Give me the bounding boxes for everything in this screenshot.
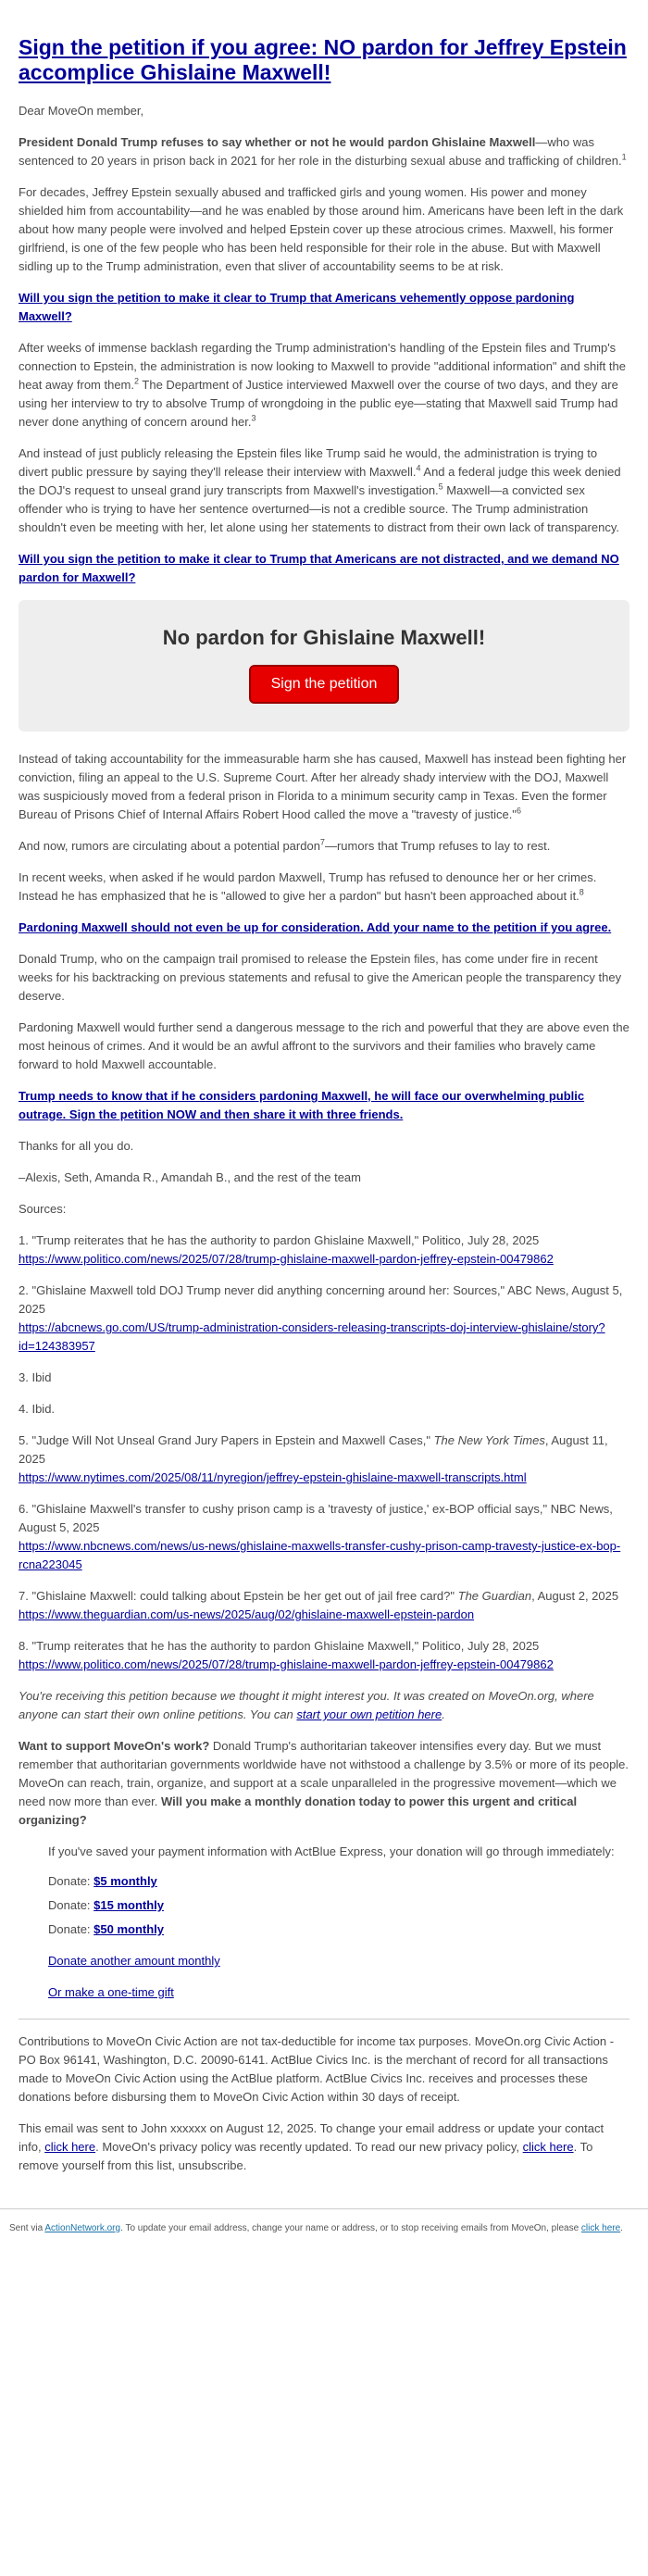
- donate-options: [48, 1872, 629, 1939]
- source-url-link[interactable]: https://www.politico.com/news/2025/07/28/trump-ghislaine-maxwell-pardon-jeffrey-epstein-00479862: [19, 1657, 554, 1671]
- intro-paragraph: President Donald Trump refuses to say whether or not he would pardon Ghislaine Maxwell—who was sentenced to 20 years in prison back in 2021 for her role in the disturbing sexual abuse and trafficking of children.$^1$: [19, 135, 627, 168]
- petition-ask-2: [19, 550, 629, 587]
- petition-link-4[interactable]: Trump needs to know that if he considers pardoning Maxwell, he will face our overwhelming public outrage. Sign the petition NOW and then share it with three friends.: [19, 1089, 585, 1121]
- actionnetwork-link[interactable]: ActionNetwork.org: [44, 2223, 121, 2233]
- petition-link-1[interactable]: Will you sign the petition to make it clear to Trump that Americans vehemently oppose pardoning Maxwell?: [19, 291, 575, 323]
- refusal-paragraph: In recent weeks, when asked if he would pardon Maxwell, Trump has refused to denounce her or her crimes. Instead he has emphasized that he is "allowed to give her a pardon" but hasn't been approached about it.$^8$: [19, 870, 597, 903]
- petition-link-2[interactable]: Will you sign the petition to make it clear to Trump that Americans are not distracted, and we demand NO pardon for Maxwell?: [19, 552, 619, 584]
- footnote-ref: 2: [134, 376, 140, 386]
- donation-block: [19, 1843, 629, 2002]
- footnote-ref: 8: [579, 887, 584, 897]
- donate-option: Donate: $5 monthly: [48, 1874, 157, 1888]
- sources-list: [19, 1232, 629, 1674]
- actblue-note: If you've saved your payment information with ActBlue Express, your donation will go through immediately:: [48, 1844, 615, 1858]
- source-item: 5. "Judge Will Not Unseal Grand Jury Papers in Epstein and Maxwell Cases," The New York Times, August 11, 2025 https://www.nytimes.com/2025/08/11/nyregion/jeffrey-epstein-ghislaine-maxwell-transcripts.html: [19, 1432, 629, 1487]
- divider: [19, 2019, 629, 2020]
- source-item: 1. "Trump reiterates that he has the authority to pardon Ghislaine Maxwell," Politico, July 28, 2025 https://www.politico.com/news/2025/07/28/trump-ghislaine-maxwell-pardon-jeffrey-epstein-00479862: [19, 1232, 629, 1269]
- petition-cta-box: [19, 600, 629, 732]
- update-contact-link[interactable]: click here: [44, 2140, 96, 2154]
- signoff-line: –Alexis, Seth, Amanda R., Amandah B., and the rest of the team: [19, 1170, 361, 1184]
- source-item: 8. "Trump reiterates that he has the authority to pardon Ghislaine Maxwell," Politico, July 28, 2025 https://www.politico.com/news/2025/07/28/trump-ghislaine-maxwell-pardon-jeffrey-epstein-00479862: [19, 1637, 629, 1674]
- source-url-link[interactable]: https://www.nbcnews.com/news/us-news/ghislaine-maxwells-transfer-cushy-prison-camp-travesty-justice-ex-bop-rcna223045: [19, 1539, 621, 1571]
- petition-ask-1: [19, 289, 629, 326]
- appeal-paragraph: Instead of taking accountability for the immeasurable harm she has caused, Maxwell has instead been fighting her conviction, filing an appeal to the U.S. Supreme Court. After her already shady interview with the DOJ, Maxwell was suspiciously moved from a federal prison in Florida to a minimum security camp in Texas. Even the former Bureau of Prisons Chief of Internal Affairs Robert Hood called the move a "travesty of justice."$^6$: [19, 752, 627, 821]
- footnote-ref: 7: [319, 837, 325, 847]
- danger-paragraph: Pardoning Maxwell would further send a dangerous message to the rich and powerful that they are above even the most heinous of crimes. And it would be an awful affront to the survivors and their families who bravely came forward to hold Maxwell accountable.: [19, 1020, 629, 1071]
- donate-amount-link[interactable]: $50 monthly: [93, 1922, 165, 1936]
- unsubscribe-link[interactable]: click here: [580, 2223, 621, 2233]
- footnote-ref: 3: [251, 413, 256, 423]
- petition-link-3[interactable]: Pardoning Maxwell should not even be up for consideration. Add your name to the petition if you agree.: [19, 920, 612, 934]
- footnote-ref: 6: [516, 806, 521, 816]
- donate-other-link[interactable]: Donate another amount monthly: [48, 1954, 220, 1968]
- files-paragraph: And instead of just publicly releasing the Epstein files like Trump said he would, the administration is trying to divert public pressure by saying they'll release their interview with Maxwell.$^4$ And a federal judge this week denied the DOJ's request to unseal grand jury transcripts from Maxwell's investigation.$^5$ Maxwell—a convicted sex offender who is trying to have her sentence overturned—is not a credible source. The Trump administration shouldn't even be meeting with her, let alone using her statements to distract from their own lack of transparency.: [19, 446, 621, 534]
- sources-label: Sources:: [19, 1202, 67, 1216]
- source-item: 6. "Ghislaine Maxwell's transfer to cushy prison camp is a 'travesty of justice,' ex-BOP official says," NBC News, August 5, 2025 https://www.nbcnews.com/news/us-news/ghislaine-maxwells-transfer-cushy-prison-camp-travesty-justice-ex-bop-rcna223045: [19, 1500, 629, 1574]
- petition-ask-4: [19, 1087, 629, 1124]
- donate-amount-link[interactable]: $15 monthly: [93, 1898, 165, 1912]
- source-url-link[interactable]: https://www.nytimes.com/2025/08/11/nyregion/jeffrey-epstein-ghislaine-maxwell-transcripts.html: [19, 1470, 527, 1484]
- source-item: 3. Ibid: [19, 1370, 52, 1384]
- headline-link[interactable]: Sign the petition if you agree: NO pardon for Jeffrey Epstein accomplice Ghislaine Maxwell!: [19, 35, 627, 84]
- background-paragraph: For decades, Jeffrey Epstein sexually abused and trafficked girls and young women. His power and money shielded him from accountability—and he was enabled by those around him. Americans have been left in the dark about how many people were involved and helped Epstein cover up these atrocious crimes. Maxwell, his former girlfriend, is one of the few people who has been held responsible for their role in the abuse. But with Maxwell sidling up to the Trump administration, even that sliver of accountability seems to be at risk.: [19, 185, 624, 273]
- rumors-paragraph: And now, rumors are circulating about a potential pardon$^7$—rumors that Trump refuses to lay to rest.: [19, 837, 551, 853]
- email-notice: This email was sent to John xxxxxx on August 12, 2025. To change your email address or update your contact info, click here. MoveOn's privacy policy was recently updated. To read our new privacy policy, click here. To remove yourself from this list, unsubscribe.: [19, 2121, 604, 2172]
- privacy-policy-link[interactable]: click here: [522, 2140, 574, 2154]
- sign-petition-button[interactable]: Sign the petition: [249, 665, 400, 704]
- petition-ask-3: [19, 919, 629, 937]
- legal-disclaimer: Contributions to MoveOn Civic Action are not tax-deductible for income tax purposes. MoveOn.org Civic Action - PO Box 96141, Washington, D.C. 20090-6141. ActBlue Civics Inc. is the merchant of record for all transactions made to MoveOn Civic Action using the ActBlue platform. ActBlue Civics Inc. receives and processes these donations before disbursing them to MoveOn Civic Action within 30 days of receipt.: [19, 2034, 615, 2104]
- footnote-ref: 1: [621, 152, 627, 162]
- footnote-ref: 5: [438, 481, 443, 492]
- greeting: Dear MoveOn member,: [19, 104, 144, 118]
- footnote-ref: 4: [416, 463, 421, 473]
- source-item: 2. "Ghislaine Maxwell told DOJ Trump never did anything concerning around her: Sources," ABC News, August 5, 2025 https://abcnews.go.com/US/trump-administration-considers-releasing-transcripts-doj-interview-ghislaine/story?id=124383957: [19, 1282, 629, 1356]
- campaign-paragraph: Donald Trump, who on the campaign trail promised to release the Epstein files, has come under fire in recent weeks for his backtracking on previous statements and refusal to give the American people the transparency they deserve.: [19, 952, 622, 1003]
- start-petition-link[interactable]: start your own petition here: [296, 1707, 442, 1721]
- cta-heading: No pardon for Ghislaine Maxwell!: [162, 626, 486, 649]
- donate-option: Donate: $50 monthly: [48, 1922, 165, 1936]
- source-url-link[interactable]: https://www.theguardian.com/us-news/2025/aug/02/ghislaine-maxwell-epstein-pardon: [19, 1607, 475, 1621]
- donate-amount-link[interactable]: $5 monthly: [93, 1874, 157, 1888]
- intro-bold: President Donald Trump refuses to say whether or not he would pardon Ghislaine Maxwell: [19, 135, 536, 149]
- thanks-line: Thanks for all you do.: [19, 1139, 134, 1153]
- donate-option: Donate: $15 monthly: [48, 1898, 165, 1912]
- source-item: 4. Ibid.: [19, 1402, 56, 1416]
- email-body: [0, 35, 648, 2175]
- one-time-gift-link[interactable]: Or make a one-time gift: [48, 1985, 174, 1999]
- receiving-notice: You're receiving this petition because we thought it might interest you. It was created on MoveOn.org, where anyone can start their own online petitions. You can start your own petition here.: [19, 1689, 594, 1721]
- source-url-link[interactable]: https://abcnews.go.com/US/trump-administration-considers-releasing-transcripts-doj-interview-ghislaine/story?id=124383957: [19, 1320, 605, 1353]
- support-paragraph: Want to support MoveOn's work? Donald Trump's authoritarian takeover intensifies every day. But we must remember that authoritarian governments worldwide have not withstood a challenge by 3.5% or more of its people. MoveOn can reach, train, organize, and support at a scale unparalleled in the progressive movement—which we need now more than ever. Will you make a monthly donation today to power this urgent and critical organizing?: [19, 1739, 629, 1827]
- actionnetwork-footer: Sent via ActionNetwork.org. To update your email address, change your name or address, or to stop receiving emails from MoveOn, please click here.: [0, 2208, 648, 2245]
- source-url-link[interactable]: https://www.politico.com/news/2025/07/28/trump-ghislaine-maxwell-pardon-jeffrey-epstein-00479862: [19, 1252, 554, 1266]
- source-item: 7. "Ghislaine Maxwell: could talking about Epstein be her get out of jail free card?" The Guardian, August 2, 2025 https://www.theguardian.com/us-news/2025/aug/02/ghislaine-maxwell-epstein-pardon: [19, 1587, 629, 1624]
- doj-paragraph: After weeks of immense backlash regarding the Trump administration's handling of the Epstein files and Trump's connection to Epstein, the administration is now looking to Maxwell to provide "additional information" and shift the heat away from them.$^2$ The Department of Justice interviewed Maxwell over the course of two days, and they are using her interview to try to absolve Trump of wrongdoing in the public eye—stating that Maxwell said Trump had never done anything of concern around her.$^3$: [19, 341, 626, 429]
- headline: [19, 35, 629, 85]
